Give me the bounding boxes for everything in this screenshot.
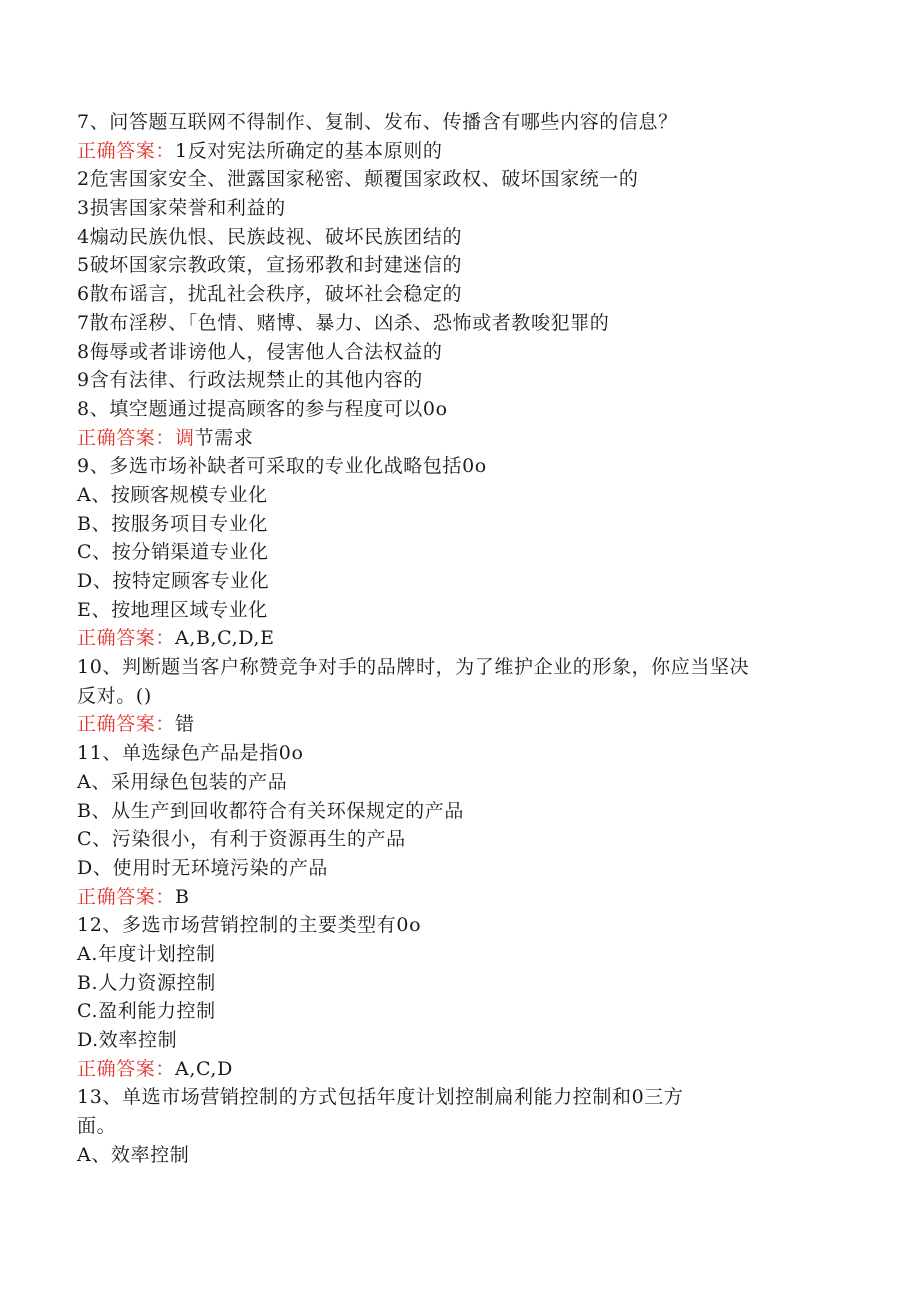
answer-8 <box>77 424 837 453</box>
option-11-a: A、采用绿色包装的产品 <box>77 770 288 793</box>
option-9-a: A、按顾客规模专业化 <box>77 483 268 506</box>
option-12-d: D.效率控制 <box>77 1029 178 1051</box>
answer-11 <box>77 883 837 912</box>
answer-8-value: 节需求 <box>194 426 254 449</box>
document-page <box>77 108 837 1169</box>
option-12-b: B.人力资源控制 <box>77 971 216 994</box>
question-13-line-2: 面。 <box>77 1115 117 1138</box>
answer-7-line-5: 5破坏国家宗教政策，宣扬邪教和封建迷信的 <box>77 254 463 277</box>
question-8: 8、填空题通过提高顾客的参与程度可以0o <box>77 397 448 420</box>
answer-label: 正确答案： <box>77 1057 176 1080</box>
answer-7-line-4: 4煽动民族仇恨、民族歧视、破坏民族团结的 <box>77 225 463 248</box>
question-12: 12、多选市场营销控制的主要类型有0o <box>77 914 422 937</box>
question-13-line-1: 13、单选市场营销控制的方式包括年度计划控制扁利能力控制和0三方 <box>77 1086 684 1109</box>
answer-7-line-8: 8侮辱或者诽谤他人，侵害他人合法权益的 <box>77 340 443 363</box>
option-11-b: B、从生产到回收都符合有关环保规定的产品 <box>77 799 464 822</box>
answer-10 <box>77 710 837 739</box>
option-9-d: D、按特定顾客专业化 <box>77 570 270 592</box>
option-9-b: B、按服务项目专业化 <box>77 512 268 535</box>
question-10-line-1: 10、判断题当客户称赞竞争对手的品牌时，为了维护企业的形象，你应当坚决 <box>77 656 750 679</box>
option-11-d: D、使用时无环境污染的产品 <box>77 856 329 879</box>
answer-label: 正确答案： <box>77 713 176 736</box>
answer-7-first-line <box>77 137 837 166</box>
question-11: 11、单选绿色产品是指0o <box>77 742 304 765</box>
answer-7-line-3: 3损害国家荣誉和利益的 <box>77 197 286 220</box>
answer-7-line-1: 1反对宪法所确定的基本原则的 <box>175 139 443 162</box>
option-9-c: C、按分销渠道专业化 <box>77 541 269 564</box>
question-10-line-2: 反对。() <box>77 684 152 707</box>
answer-10-value: 错 <box>175 713 195 736</box>
option-11-c: C、污染很小，有利于资源再生的产品 <box>77 828 406 851</box>
option-13-a: A、效率控制 <box>77 1143 190 1166</box>
answer-label: 正确答案： <box>77 627 176 650</box>
option-9-e: E、按地理区域专业化 <box>77 598 268 621</box>
question-9: 9、多选市场补缺者可采取的专业化战略包括0o <box>77 455 487 478</box>
answer-12 <box>77 1055 837 1084</box>
question-7: 7、问答题互联网不得制作、复制、发布、传播含有哪些内容的信息？ <box>77 111 678 133</box>
answer-label: 正确答案： <box>77 885 176 908</box>
answer-9 <box>77 624 837 653</box>
answer-7-line-7: 7散布淫秽、「色情、赌博、暴力、凶杀、恐怖或者教唆犯罪的 <box>77 311 610 334</box>
answer-9-value: A,B,C,D,E <box>175 627 275 650</box>
answer-8-red-part: 调 <box>175 426 195 449</box>
answer-7-line-9: 9含有法律、行政法规禁止的其他内容的 <box>77 369 423 392</box>
answer-7-line-6: 6散布谣言，扰乱社会秩序，破坏社会稳定的 <box>77 283 463 306</box>
answer-7-line-2: 2危害国家安全、泄露国家秘密、颠覆国家政权、破坏国家统一的 <box>77 168 639 191</box>
answer-12-value: A,C,D <box>175 1057 233 1080</box>
option-12-c: C.盈利能力控制 <box>77 1000 216 1023</box>
option-12-a: A.年度计划控制 <box>77 942 216 965</box>
answer-label: 正确答案： <box>77 426 176 449</box>
answer-11-value: B <box>175 885 190 908</box>
answer-label: 正确答案： <box>77 139 176 162</box>
